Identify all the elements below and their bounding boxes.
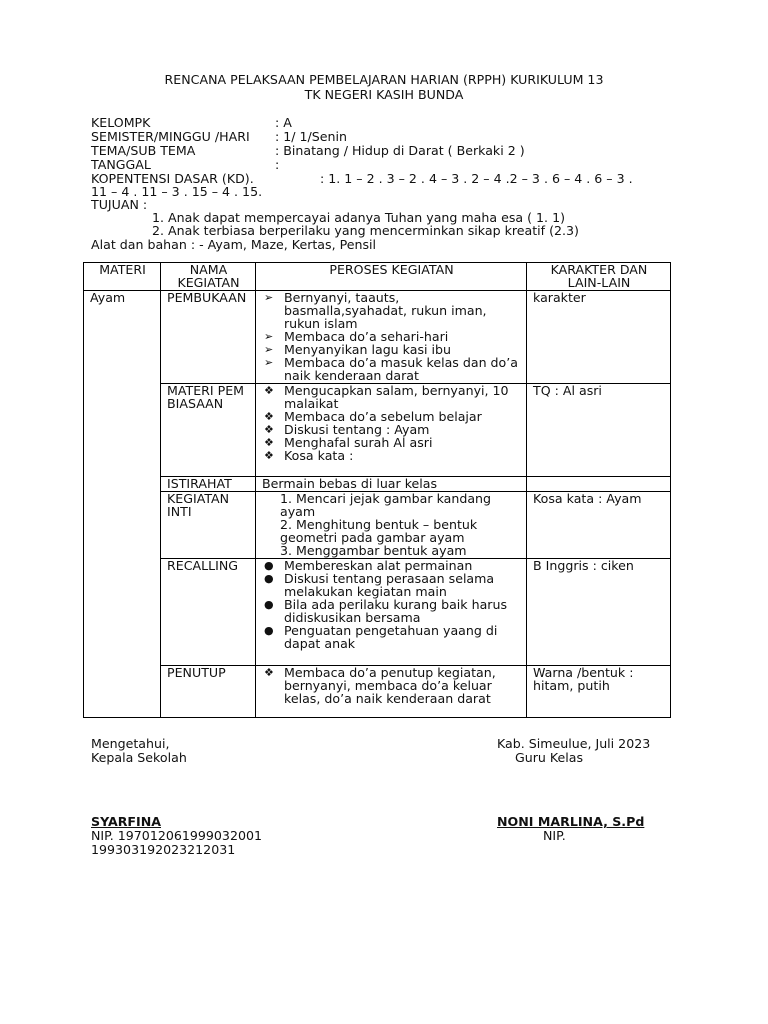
info-label-kd: KOPENTENSI DASAR (KD).: [91, 171, 254, 186]
list-item: ❖ Kosa kata :: [264, 448, 354, 463]
sign-left-line1: Mengetahui,: [91, 736, 170, 751]
info-label-semester: SEMISTER/MINGGU /HARI: [91, 129, 250, 144]
diamond-bullet-icon: ❖: [264, 436, 274, 449]
principal-nip-extra: 199303192023212031: [91, 842, 236, 857]
diamond-bullet-icon: ❖: [264, 449, 274, 462]
table-row: [84, 477, 671, 492]
bullet-dot-icon: ●: [264, 572, 274, 585]
proses-cell: [256, 559, 527, 666]
header-materi: MATERI: [84, 263, 161, 291]
nama-kegiatan-cell: PENUTUP: [161, 666, 256, 718]
tujuan-label: TUJUAN :: [91, 197, 148, 212]
diamond-bullet-icon: ❖: [264, 384, 274, 397]
table-row: [84, 666, 671, 718]
arrow-bullet-icon: ➢: [264, 330, 274, 343]
header-proses-kegiatan: PEROSES KEGIATAN: [256, 263, 527, 291]
list-item: ➢ Bernyanyi, taauts, basmalla,syahadat, rukun iman, rukun islam: [264, 290, 487, 331]
info-value-tanggal: :: [275, 157, 280, 172]
nama-kegiatan-cell: PEMBUKAAN: [161, 291, 256, 384]
diamond-bullet-icon: ❖: [264, 423, 274, 436]
tujuan-item: 1. Anak dapat mempercayai adanya Tuhan yang maha esa ( 1. 1): [152, 210, 565, 225]
info-value-tema: : Binatang / Hidup di Darat ( Berkaki 2 ): [275, 143, 525, 158]
info-value-kd: : 1. 1 – 2 . 3 – 2 . 4 – 3 . 2 – 4 .2 – 3 . 6 – 4 . 6 – 3 .: [320, 171, 633, 186]
table-row: [84, 384, 671, 477]
teacher-nip: NIP.: [543, 828, 566, 843]
list-item: ● Penguatan pengetahuan yaang di dapat anak: [264, 623, 498, 651]
kd-continuation: 11 – 4 . 11 – 3 . 15 – 4 . 15.: [91, 184, 263, 199]
list-item: 3. Menggambar bentuk ayam: [280, 543, 467, 558]
principal-nip: NIP. 197012061999032001: [91, 828, 262, 843]
list-item: ● Diskusi tentang perasaan selama melakukan kegiatan main: [264, 571, 495, 599]
list-item: ❖ Menghafal surah Al asri: [264, 435, 433, 450]
bullet-dot-icon: ●: [264, 598, 274, 611]
header-nama-kegiatan: NAMA KEGIATAN: [161, 263, 256, 291]
info-value-kelompok: : A: [275, 115, 292, 130]
list-item: ● Bila ada perilaku kurang baik harus didiskusikan bersama: [264, 597, 508, 625]
table-header-row: [84, 263, 671, 291]
diamond-bullet-icon: ❖: [264, 410, 274, 423]
info-label-kelompok: KELOMPK: [91, 115, 151, 130]
sign-left-line2: Kepala Sekolah: [91, 750, 187, 765]
list-item: ❖ Diskusi tentang : Ayam: [264, 422, 430, 437]
list-item: ➢ Menyanyikan lagu kasi ibu: [264, 342, 451, 357]
bullet-dot-icon: ●: [264, 624, 274, 637]
arrow-bullet-icon: ➢: [264, 291, 274, 304]
proses-cell: [256, 291, 527, 384]
sign-right-line2: Guru Kelas: [515, 750, 584, 765]
proses-cell: [256, 666, 527, 718]
alat-dan-bahan: Alat dan bahan : - Ayam, Maze, Kertas, Pensil: [91, 237, 377, 252]
proses-cell: [256, 384, 527, 477]
proses-cell: Bermain bebas di luar kelas: [256, 477, 527, 492]
diamond-bullet-icon: ❖: [264, 666, 274, 679]
activity-table: [83, 262, 671, 718]
nama-kegiatan-cell: RECALLING: [161, 559, 256, 666]
principal-name: SYARFINA: [91, 814, 162, 829]
karakter-cell: Warna /bentuk : hitam, putih: [527, 666, 671, 718]
nama-kegiatan-cell: ISTIRAHAT: [161, 477, 256, 492]
list-item: ● Membereskan alat permainan: [264, 558, 473, 573]
table-row: [84, 291, 671, 384]
list-item: 1. Mencari jejak gambar kandang ayam: [280, 491, 492, 519]
info-value-semester: : 1/ 1/Senin: [275, 129, 347, 144]
nama-kegiatan-cell: KEGIATAN INTI: [161, 492, 256, 559]
list-item: ❖ Mengucapkan salam, bernyanyi, 10 malaikat: [264, 383, 509, 411]
document-title: RENCANA PELAKSAAN PEMBELAJARAN HARIAN (RPPH) KURIKULUM 13: [164, 72, 604, 87]
sign-right-line1: Kab. Simeulue, Juli 2023: [497, 736, 651, 751]
list-item: ❖ Membaca do’a sebelum belajar: [264, 409, 482, 424]
table-row: [84, 492, 671, 559]
school-name: TK NEGERI KASIH BUNDA: [304, 87, 464, 102]
header-karakter: KARAKTER DAN LAIN-LAIN: [527, 263, 671, 291]
karakter-cell: [527, 477, 671, 492]
karakter-cell: karakter: [527, 291, 671, 384]
karakter-cell: Kosa kata : Ayam: [527, 492, 671, 559]
karakter-cell: B Inggris : ciken: [527, 559, 671, 666]
list-item: ❖ Membaca do’a penutup kegiatan, bernyanyi, membaca do’a keluar kelas, do’a naik kenderaan darat: [264, 665, 496, 706]
tujuan-item: 2. Anak terbiasa berperilaku yang mencerminkan sikap kreatif (2.3): [152, 223, 579, 238]
list-item: 2. Menghitung bentuk – bentuk geometri pada gambar ayam: [280, 517, 478, 545]
list-item: ➢ Membaca do’a masuk kelas dan do’a naik kenderaan darat: [264, 355, 518, 383]
teacher-name: NONI MARLINA, S.Pd: [497, 814, 645, 829]
materi-cell: Ayam: [84, 291, 161, 718]
karakter-cell: TQ : Al asri: [527, 384, 671, 477]
table-row: [84, 559, 671, 666]
info-label-tema: TEMA/SUB TEMA: [91, 143, 196, 158]
nama-kegiatan-cell: MATERI PEMBIASAAN: [161, 384, 256, 477]
list-item: ➢ Membaca do’a sehari-hari: [264, 329, 449, 344]
proses-cell: [256, 492, 527, 559]
info-label-tanggal: TANGGAL: [91, 157, 151, 172]
arrow-bullet-icon: ➢: [264, 343, 274, 356]
arrow-bullet-icon: ➢: [264, 356, 274, 369]
bullet-dot-icon: ●: [264, 559, 274, 572]
